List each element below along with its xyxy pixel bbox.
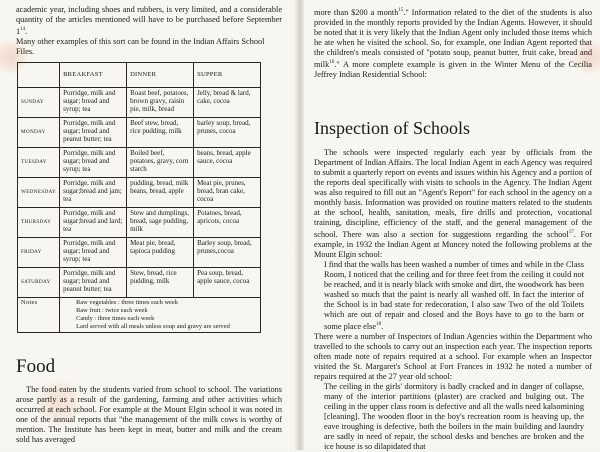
table-header-row: [18, 63, 261, 88]
breakfast-cell: Porridge, milk and sugar; bread and peanut butter; tea: [60, 268, 127, 298]
notes-cell: [60, 298, 261, 333]
supper-cell: Jelly, bread & lard, cake, cocoa: [194, 88, 261, 118]
table-row: [18, 178, 261, 208]
food-heading: Food: [16, 356, 56, 377]
footnote-ref: 17: [568, 230, 574, 235]
food-paragraph: The food eaten by the students varied from school to school. The variations arose partly as a result of the gardening, farming and other activities which occurred at each school. For example at the Mount Elgin school it was noted in one of the annual reports that "the management of the milk cows is worthy of mention. The Institute has been kept in meat, butter and milk and the cream sold has averaged: [16, 385, 282, 444]
diet-text-a: more than $200 a month: [314, 7, 399, 17]
dinner-cell: Stew and dumplings, bread, sage pudding, milk: [127, 208, 194, 238]
quote1-text-a: I find that the walls has been washed a number of times and while in the Class Room, I noticed that the ceiling and for three feet from the ceiling it could not be reached, and it is nearly black with smoke and dirt, the woodwork has been washed so much that the paint is nearly all washed off. In fact the interior of the School is in bad state for redecoration, I also saw Two of the old Toilets which are out of repair and closed and the Boys have to go to the barn or some place else: [324, 259, 584, 331]
right-page: [304, 0, 600, 450]
note-line: Raw vegetables : three times each week: [76, 299, 178, 306]
note-line: Candy : three times each week: [76, 315, 155, 322]
diet-text-b: ." Information related to the diet of the students is also provided in the monthly reports provided by the Indian Agents. However, it should be noted that it is very likely that the Indian Agent only included those items which he ate when he visited the school. So, for example, one Indian Agent reported that the children's meals consisted of "potato soup, peanut butter, fruit cake, bread and milk: [314, 7, 592, 69]
day-cell: SUNDAY: [18, 88, 60, 118]
table-header-breakfast: BREAKFAST: [60, 63, 127, 88]
intro-line1: academic year, including shoes and rubbers, is very limited, and a considerable quantity of the articles mentioned will have to be purchased before September 1: [16, 5, 282, 36]
dinner-cell: Beef stew, bread, rice pudding, milk: [127, 118, 194, 148]
footnote-ref: 16: [329, 59, 335, 65]
supper-cell: barley soup, bread, prunes, cocoa: [194, 118, 261, 148]
supper-cell: Barley soup, bread, prunes,cocoa: [194, 238, 261, 268]
supper-cell: Potatoes, bread, apricots, cocoa: [194, 208, 261, 238]
dinner-cell: Boiled beef, potatoes, gravy, corn starch: [127, 148, 194, 178]
table-row: [18, 208, 261, 238]
breakfast-cell: Porridge, milk and sugar;bread and jam; tea: [60, 178, 127, 208]
supper-cell: Pea soup, bread, apple sauce, cocoa: [194, 268, 261, 298]
left-page: [0, 0, 296, 450]
breakfast-cell: Porridge, milk and sugar; bread and syrup; tea: [60, 238, 127, 268]
quote1-text-b: .: [381, 321, 384, 331]
inspection-heading: Inspection of Schools: [314, 118, 470, 138]
footnote-ref: 15: [398, 8, 404, 13]
note-line: Raw fruit : twice each week: [76, 307, 148, 314]
day-cell: FRIDAY: [18, 238, 60, 268]
block-quote-2: The ceiling in the girls' dormitory is badly cracked and in danger of collapse, many of the interior partitions (plaster) are cracked and bulging out. The ceiling in the upper class room is defective and all the walls need kalsomining [cleaning]. The wooden floor in the boy's recreation room is heaving up, the eave troughing is defective, both the boilers in the main building and laundry are sadly in need of repair, the school desks and benches are broken and the ice house is so dilapidated that: [324, 381, 584, 451]
note-line: Lard served with all meals unless soup and gravy are served: [76, 323, 230, 330]
table-header-dinner: DINNER: [127, 63, 194, 88]
breakfast-cell: Porridge, milk and sugar; bread and syrup; tea: [60, 88, 127, 118]
day-cell: MONDAY: [18, 118, 60, 148]
table-row: [18, 268, 261, 298]
day-cell: SATURDAY: [18, 268, 60, 298]
insp-text-b: . For example, in 1932 the Indian Agent at Muncey noted the following problems at the Mount Elgin school:: [314, 229, 592, 259]
dinner-cell: Meat pie, bread, tapioca pudding: [127, 238, 194, 268]
dinner-cell: Roast beef, potatoes, brown gravy, raisin pie, milk, bread: [127, 88, 194, 118]
winter-menu-table: [17, 62, 261, 333]
table-row: [18, 88, 261, 118]
supper-cell: beans, bread, apple sauce, cocoa: [194, 148, 261, 178]
notes-label: Notes: [18, 298, 60, 333]
insp-text-a: The schools were inspected regularly each year by officials from the Department of Indian Affairs. The local Indian Agent in each Agency was required to submit a quarterly report on events and issues within his Agency and a portion of the reports deal specifically with visits to schools in the Agency. The Indian Agent was also required to fill out an "Agent's Report" for each school in the agency on a monthly basis. Information was provided on routine matters related to the students at the school, health, sanitation, meals, fire drills and protection, vocational training, discipline, efficiency of the staff, and the general management of the school. There was also a section for suggestions regarding the school: [314, 148, 592, 239]
footnote-ref: 18: [376, 321, 382, 327]
table-row: [18, 118, 261, 148]
inspection-paragraph-2: There were a number of Inspectors of Indian Agencies within the Department who travelled to the schools to carry out an inspection each year. The inspection reports often made note of repairs required at a school. For example when an Inspector visited the St. Margaret's School at Fort Frances in 1932 he noted a number of repairs required at the 27 year old school:: [314, 331, 592, 381]
table-row: [18, 238, 261, 268]
diet-paragraph: [314, 6, 592, 80]
block-quote-1: [314, 260, 592, 332]
table-header-blank: [18, 63, 60, 88]
day-cell: TUESDAY: [18, 148, 60, 178]
inspection-paragraph-1: [314, 148, 592, 260]
day-cell: WEDNESDAY: [18, 178, 60, 208]
table-notes-row: [18, 298, 261, 333]
diet-text-c: ." A more complete example is given in the Winter Menu of the Cecilia Jeffrey Indian Residential School:: [314, 59, 592, 79]
inspection-body: [314, 148, 592, 452]
intro-line2: Many other examples of this sort can be found in the Indian Affairs School Files.: [16, 36, 265, 56]
breakfast-cell: Porridge, milk and sugar; bread and syrup; tea: [60, 148, 127, 178]
footnote-ref: 14: [20, 27, 26, 32]
table-row: [18, 148, 261, 178]
table-header-supper: SUPPER: [194, 63, 261, 88]
dinner-cell: Stew, bread, rice pudding, milk: [127, 268, 194, 298]
day-cell: THURSDAY: [18, 208, 60, 238]
dinner-cell: pudding, bread, milk beans, bread, apple: [127, 178, 194, 208]
intro-paragraph: academic year, including shoes and rubbers, is very limited, and a considerable quantity of the articles mentioned will have to be purchased before September $1^{14}$. Many other examples of this sort can be found in the Indian Affairs School Files.: [16, 5, 282, 56]
supper-cell: Meat pie, prunes, bread, bran cake, cocoa: [194, 178, 261, 208]
breakfast-cell: Porridge, milk and sugar;bread and lard; tea: [60, 208, 127, 238]
breakfast-cell: Porridge, milk and sugar; bread and peanut butter; tea: [60, 118, 127, 148]
